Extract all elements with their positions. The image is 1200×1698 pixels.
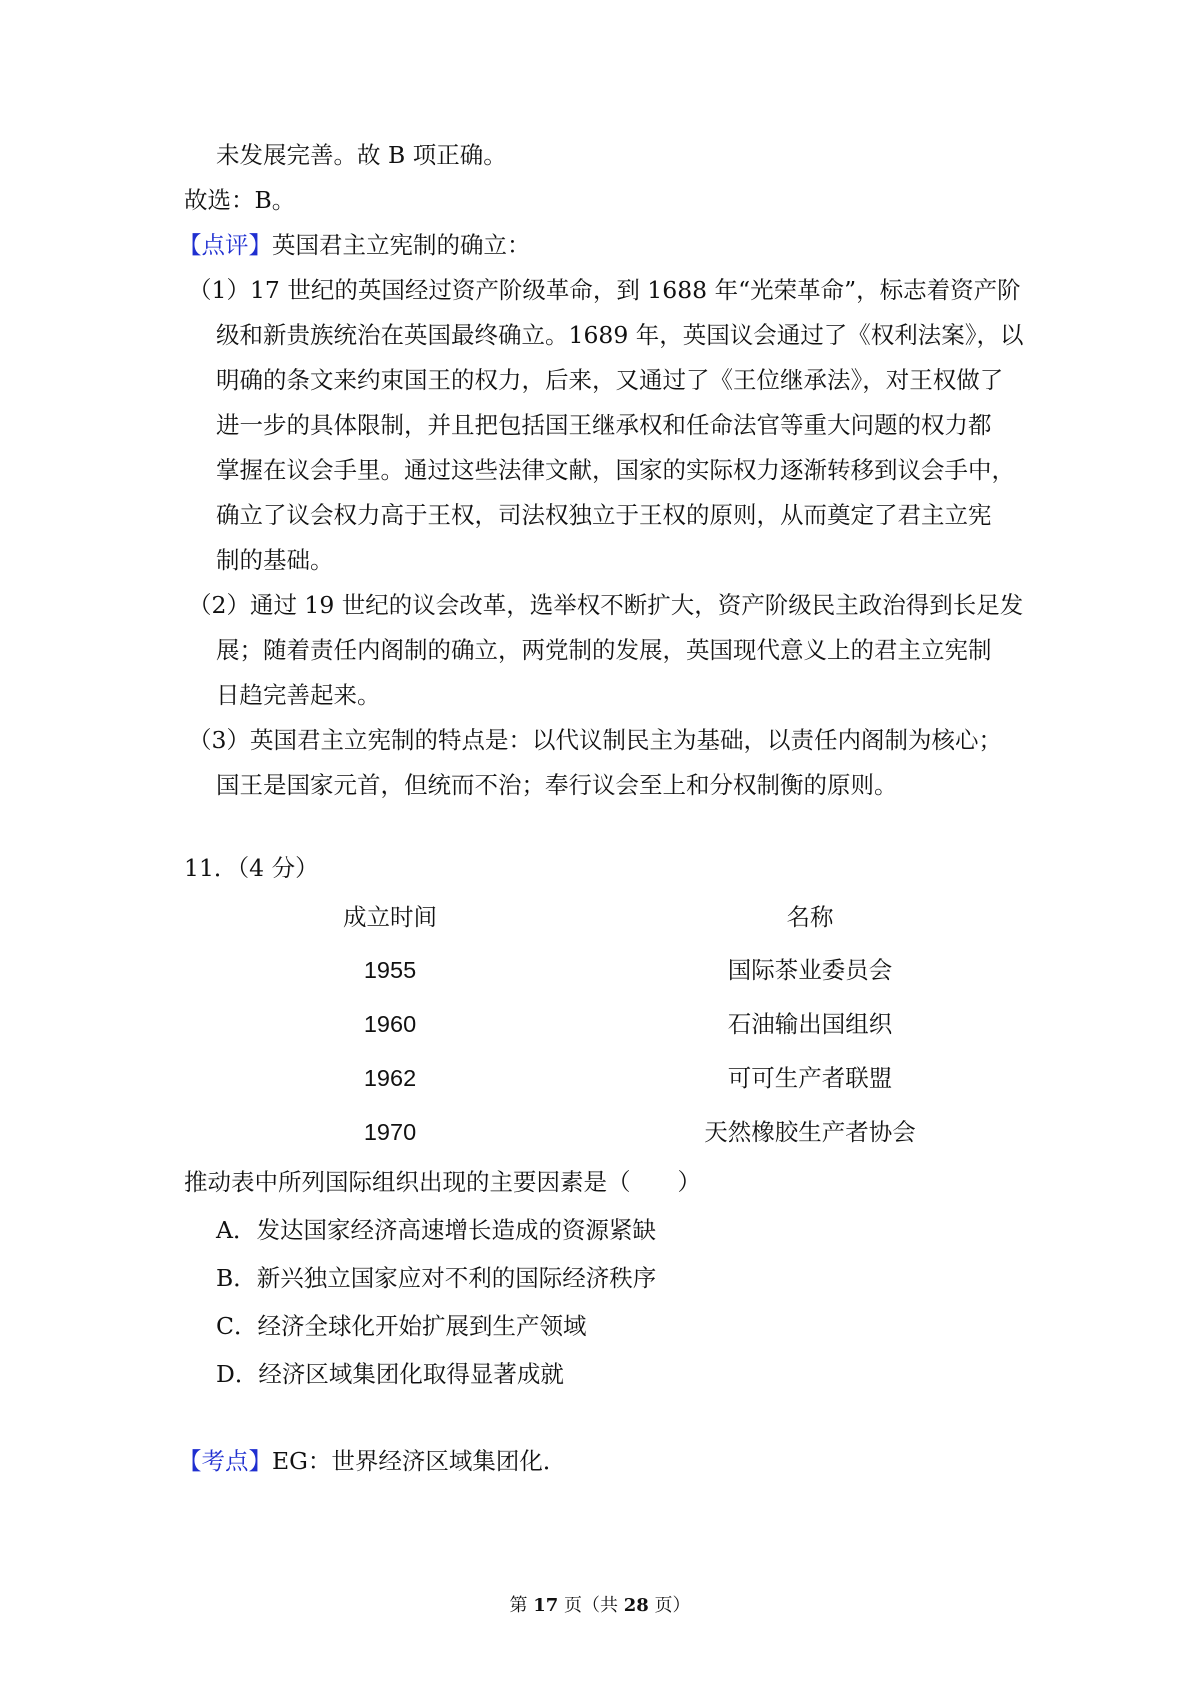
comment-title: 英国君主立宪制的确立： (272, 231, 531, 259)
option-a: A．发达国家经济高速增长造成的资源紧缺 (216, 1216, 656, 1244)
answer-choice-line: 故选：B。 (184, 186, 296, 214)
comment-point-1-line-6: 确立了议会权力高于王权，司法权独立于王权的原则，从而奠定了君主立宪 (216, 501, 992, 529)
kaodian-line (178, 1446, 566, 1476)
option-c: C．经济全球化开始扩展到生产领域 (216, 1312, 587, 1340)
comment-point-3-line-1: （3）英国君主立宪制的特点是：以代议制民主为基础，以责任内阁制为核心； (188, 726, 1002, 754)
comment-point-3-line-2: 国王是国家元首，但统而不治；奉行议会至上和分权制衡的原则。 (216, 771, 898, 799)
comment-heading (178, 230, 531, 260)
footer-total-pages: 28 (623, 1595, 649, 1616)
comment-point-2-line-2: 展；随着责任内阁制的确立，两党制的发展，英国现代意义上的君主立宪制 (216, 636, 992, 664)
comment-point-1-line-5: 掌握在议会手里。通过这些法律文献，国家的实际权力逐渐转移到议会手中， (216, 456, 1015, 484)
table-header-name: 名称 (786, 903, 834, 931)
table-row-1-org: 国际茶业委员会 (727, 956, 893, 984)
footer-suffix: 页） (648, 1595, 691, 1616)
comment-point-1-line-4: 进一步的具体限制，并且把包括国王继承权和任命法官等重大问题的权力都 (216, 411, 992, 439)
comment-point-2-line-1: （2）通过 19 世纪的议会改革，选举权不断扩大，资产阶级民主政治得到长足发 (188, 591, 1024, 619)
comment-point-1-line-3: 明确的条文来约束国王的权力，后来，又通过了《王位继承法》，对王权做了 (216, 366, 1004, 394)
table-row-4-year: 1970 (363, 1119, 417, 1145)
question-header: 11．（4 分） (184, 854, 319, 882)
question-stem: 推动表中所列国际组织出现的主要因素是（ ） (184, 1168, 701, 1196)
comment-tag: 【点评】 (178, 231, 272, 259)
comment-point-1-line-2: 级和新贵族统治在英国最终确立。1689 年，英国议会通过了《权利法案》，以 (216, 321, 1024, 349)
kaodian-text: EG：世界经济区域集团化． (272, 1447, 567, 1475)
table-row-4-org: 天然橡胶生产者协会 (704, 1118, 916, 1146)
option-d: D．经济区域集团化取得显著成就 (216, 1360, 564, 1388)
table-row-1-year: 1955 (363, 957, 417, 983)
comment-point-1-line-1: （1）17 世纪的英国经过资产阶级革命，到 1688 年“光荣革命”，标志着资产阶 (188, 276, 1021, 304)
comment-point-2-line-3: 日趋完善起来。 (216, 681, 381, 709)
table-row-2-year: 1960 (363, 1011, 417, 1037)
page-footer (0, 1594, 1200, 1618)
analysis-continuation: 未发展完善。故 B 项正确。 (216, 141, 507, 169)
table-row-3-org: 可可生产者联盟 (727, 1064, 893, 1092)
footer-middle: 页（共 (558, 1595, 624, 1616)
table-row-2-org: 石油输出国组织 (727, 1010, 893, 1038)
table-header-time: 成立时间 (343, 903, 437, 931)
kaodian-tag: 【考点】 (178, 1447, 272, 1475)
option-b: B．新兴独立国家应对不利的国际经济秩序 (216, 1264, 657, 1292)
table-row-3-year: 1962 (363, 1065, 417, 1091)
comment-point-1-line-7: 制的基础。 (216, 546, 334, 574)
footer-prefix: 第 (509, 1595, 534, 1616)
footer-page-number: 17 (533, 1595, 559, 1616)
